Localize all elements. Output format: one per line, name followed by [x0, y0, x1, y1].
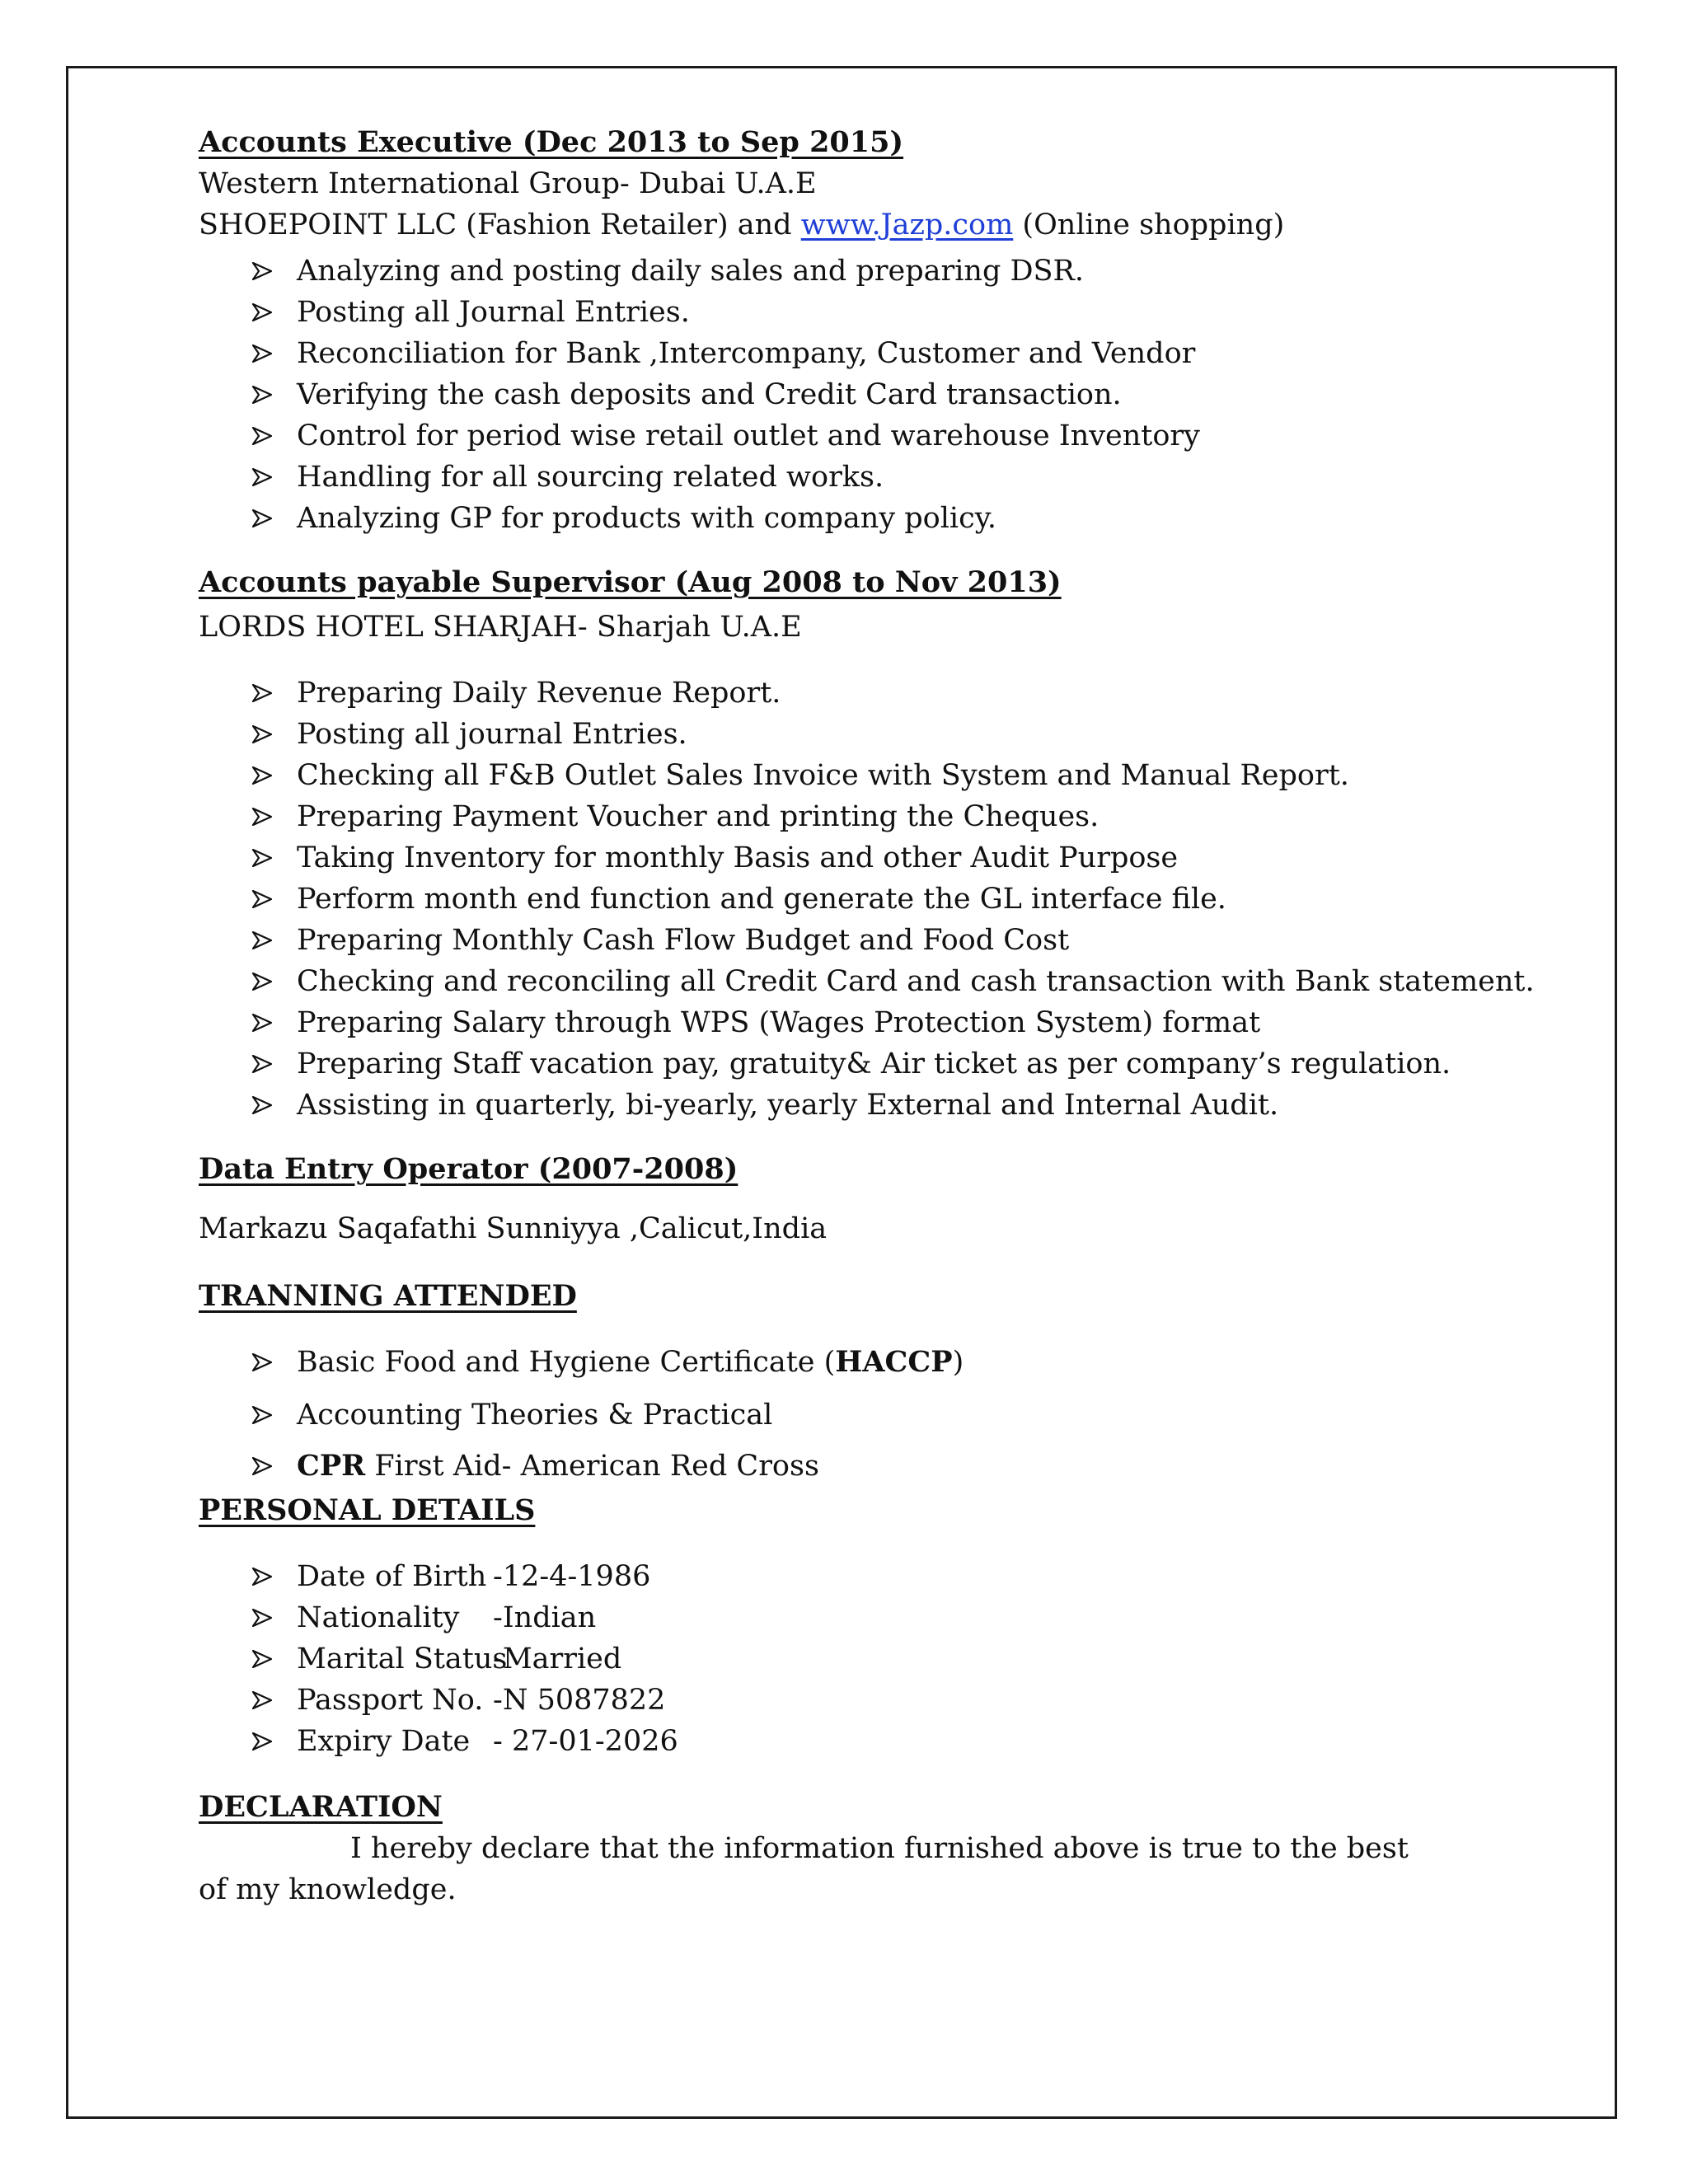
list-item: Reconciliation for Bank ,Intercompany, Customer and Vendor [199, 333, 1534, 374]
detail-value: -12-4-1986 [493, 1560, 651, 1593]
section-heading: Accounts payable Supervisor (Aug 2008 to Nov 2013) [199, 565, 1062, 599]
section-heading: DECLARATION [199, 1790, 443, 1824]
list-item: Verifying the cash deposits and Credit Card transaction. [199, 374, 1534, 415]
arrowhead-bullet-icon [250, 673, 274, 714]
list-item: Handling for all sourcing related works. [199, 457, 1534, 498]
section-accounts-payable [199, 562, 1534, 1126]
list-item [199, 1597, 1534, 1638]
list-item: Perform month end function and generate the GL interface file. [199, 879, 1534, 920]
resume-page [199, 122, 1534, 1910]
detail-label: Expiry Date [297, 1725, 471, 1758]
list-item [199, 1638, 1534, 1680]
list-item: Assisting in quarterly, bi-yearly, yearly External and Internal Audit. [199, 1085, 1534, 1126]
list-item: Basic Food and Hygiene Certificate (HACCP) [199, 1342, 1534, 1383]
section-heading: TRANNING ATTENDED [199, 1279, 577, 1313]
list-item: Preparing Monthly Cash Flow Budget and Food Cost [199, 920, 1534, 961]
list-item: Checking and reconciling all Credit Card and cash transaction with Bank statement. [199, 961, 1534, 1002]
arrowhead-bullet-icon [250, 415, 274, 457]
arrowhead-bullet-icon [250, 333, 274, 374]
company-line: LORDS HOTEL SHARJAH- Sharjah U.A.E [199, 611, 802, 644]
list-item [199, 1556, 1534, 1597]
detail-value: -Indian [493, 1601, 597, 1634]
list-item [199, 1721, 1534, 1762]
arrowhead-bullet-icon [250, 1556, 274, 1597]
section-data-entry [199, 1149, 1534, 1249]
arrowhead-bullet-icon [250, 837, 274, 879]
arrowhead-bullet-icon [250, 1085, 274, 1126]
company-line: Markazu Saqafathi Sunniyya ,Calicut,India [199, 1212, 828, 1245]
company-line: Western International Group- Dubai U.A.E [199, 167, 817, 200]
detail-value: - 27-01-2026 [493, 1725, 678, 1758]
arrowhead-bullet-icon [250, 920, 274, 961]
duties-list [199, 251, 1534, 539]
arrowhead-bullet-icon [250, 1680, 274, 1721]
declaration-text: I hereby declare that the information furnished above is true to the best of my knowledge. [199, 1832, 1409, 1906]
list-item: Posting all Journal Entries. [199, 292, 1534, 333]
list-item: Taking Inventory for monthly Basis and other Audit Purpose [199, 837, 1534, 879]
duties-list [199, 673, 1534, 1126]
list-item: Analyzing GP for products with company policy. [199, 498, 1534, 539]
arrowhead-bullet-icon [250, 961, 274, 1002]
arrowhead-bullet-icon [250, 292, 274, 333]
arrowhead-bullet-icon [250, 1721, 274, 1762]
jazp-link[interactable]: www.Jazp.com [800, 209, 1014, 241]
section-heading: Data Entry Operator (2007-2008) [199, 1152, 738, 1186]
detail-label: Date of Birth [297, 1560, 487, 1593]
list-item: Preparing Daily Revenue Report. [199, 673, 1534, 714]
detail-label: Nationality [297, 1601, 460, 1634]
subsidiary-line [199, 204, 1534, 246]
subsidiary-prefix: SHOEPOINT LLC (Fashion Retailer) and [199, 209, 801, 241]
arrowhead-bullet-icon [250, 1446, 274, 1487]
detail-label: Passport No. [297, 1684, 484, 1717]
arrowhead-bullet-icon [250, 1043, 274, 1085]
detail-value: -Married [493, 1643, 622, 1675]
arrowhead-bullet-icon [250, 498, 274, 539]
list-item: Preparing Staff vacation pay, gratuity& Air ticket as per company’s regulation. [199, 1043, 1534, 1085]
arrowhead-bullet-icon [250, 1394, 274, 1436]
list-item: Preparing Salary through WPS (Wages Protection System) format [199, 1002, 1534, 1043]
section-heading: PERSONAL DETAILS [199, 1493, 536, 1527]
list-item: Preparing Payment Voucher and printing the Cheques. [199, 796, 1534, 837]
arrowhead-bullet-icon [250, 1342, 274, 1383]
subsidiary-suffix: (Online shopping) [1013, 209, 1285, 241]
section-declaration [199, 1787, 1534, 1910]
arrowhead-bullet-icon [250, 755, 274, 796]
personal-details-list [199, 1556, 1534, 1762]
arrowhead-bullet-icon [250, 796, 274, 837]
list-item: Accounting Theories & Practical [199, 1394, 1534, 1436]
arrowhead-bullet-icon [250, 1597, 274, 1638]
section-personal-details [199, 1490, 1534, 1762]
section-heading: Accounts Executive (Dec 2013 to Sep 2015) [199, 125, 904, 159]
arrowhead-bullet-icon [250, 879, 274, 920]
list-item: Posting all journal Entries. [199, 714, 1534, 755]
list-item: Analyzing and posting daily sales and preparing DSR. [199, 251, 1534, 292]
list-item [199, 1680, 1534, 1721]
arrowhead-bullet-icon [250, 1638, 274, 1680]
section-training [199, 1276, 1534, 1487]
section-accounts-executive [199, 122, 1534, 539]
list-item: Control for period wise retail outlet and warehouse Inventory [199, 415, 1534, 457]
arrowhead-bullet-icon [250, 457, 274, 498]
arrowhead-bullet-icon [250, 1002, 274, 1043]
detail-label: Marital Status [297, 1643, 508, 1675]
arrowhead-bullet-icon [250, 251, 274, 292]
detail-value: -N 5087822 [493, 1684, 666, 1717]
list-item: Checking all F&B Outlet Sales Invoice with System and Manual Report. [199, 755, 1534, 796]
arrowhead-bullet-icon [250, 714, 274, 755]
arrowhead-bullet-icon [250, 374, 274, 415]
list-item: CPR First Aid- American Red Cross [199, 1446, 1534, 1487]
training-list [199, 1342, 1534, 1487]
